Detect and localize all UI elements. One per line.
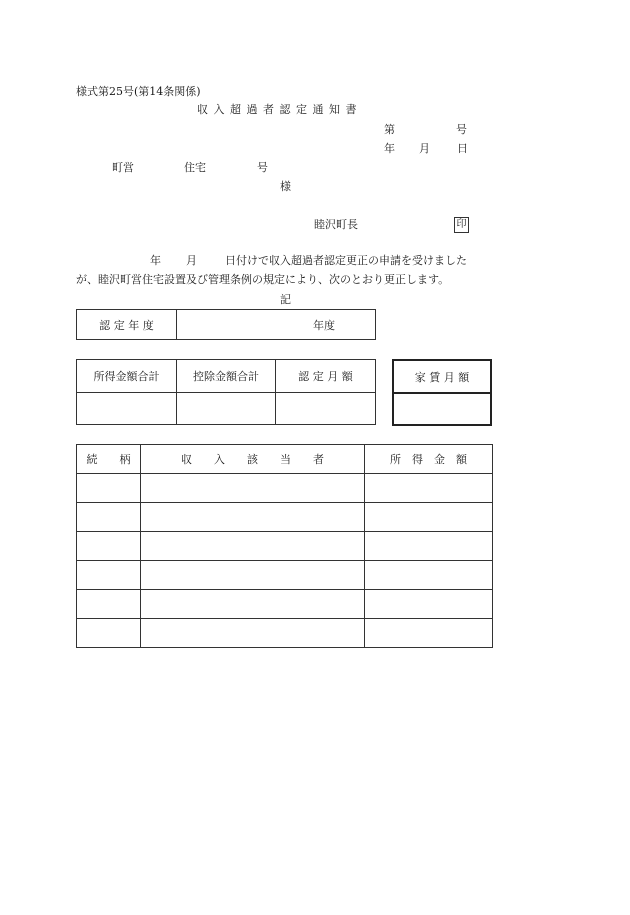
table-row [77,474,493,503]
certification-year-label: 認 定 年 度 [77,310,177,340]
deduction-total-header: 控除金額合計 [177,360,276,393]
income-amount-cell [365,561,493,590]
table-row [77,619,493,648]
table-row [77,532,493,561]
document-title: 収 入 超 過 者 認 定 通 知 書 [197,103,358,116]
certification-year-table [76,309,376,340]
income-person-cell [141,590,365,619]
income-amount-cell [365,619,493,648]
issuer-name: 睦沢町長 [314,218,358,231]
income-amount-cell [365,590,493,619]
body-date-month: 月 [186,254,197,267]
addressee-honorific: 様 [280,180,291,193]
relationship-cell [77,503,141,532]
certified-monthly-cell [276,393,376,425]
certification-year-suffix: 年度 [313,318,335,332]
doc-number-go: 号 [456,123,467,136]
table-row [77,561,493,590]
addressee-town-housing: 町営 [112,161,134,174]
body-date-year: 年 [150,254,161,267]
relationship-cell [77,532,141,561]
table-row [77,590,493,619]
body-text-line1: 日付けで収入超過者認定更正の申請を受けました [225,254,467,267]
issue-date-day: 日 [457,142,468,155]
relationship-cell [77,561,141,590]
rent-table [392,359,492,426]
household-table [76,444,493,648]
income-person-cell [141,503,365,532]
certification-year-value-cell [177,310,376,340]
income-total-header: 所得金額合計 [77,360,177,393]
relationship-header: 続 柄 [77,445,141,474]
ki-label: 記 [280,293,291,306]
relationship-cell [77,619,141,648]
amount-table [76,359,376,425]
income-amount-cell [365,532,493,561]
income-person-cell [141,532,365,561]
monthly-rent-cell [393,393,491,425]
deduction-total-cell [177,393,276,425]
official-seal-mark: 印 [454,217,469,233]
relationship-cell [77,474,141,503]
monthly-rent-header: 家 賃 月 額 [393,360,491,393]
issue-date-month: 月 [419,142,430,155]
income-person-header: 収 入 該 当 者 [141,445,365,474]
addressee-housing: 住宅 [184,161,206,174]
income-person-cell [141,474,365,503]
income-amount-cell [365,503,493,532]
income-person-cell [141,561,365,590]
body-text-line2: が、睦沢町営住宅設置及び管理条例の規定により、次のとおり更正します。 [76,273,450,286]
issue-date-year: 年 [384,142,395,155]
relationship-cell [77,590,141,619]
form-number-label: 様式第25号(第14条関係) [76,85,201,98]
certified-monthly-header: 認 定 月 額 [276,360,376,393]
income-amount-header: 所 得 金 額 [365,445,493,474]
addressee-number: 号 [257,161,268,174]
doc-number-dai: 第 [384,123,395,136]
income-person-cell [141,619,365,648]
table-row [77,503,493,532]
income-amount-cell [365,474,493,503]
income-total-cell [77,393,177,425]
